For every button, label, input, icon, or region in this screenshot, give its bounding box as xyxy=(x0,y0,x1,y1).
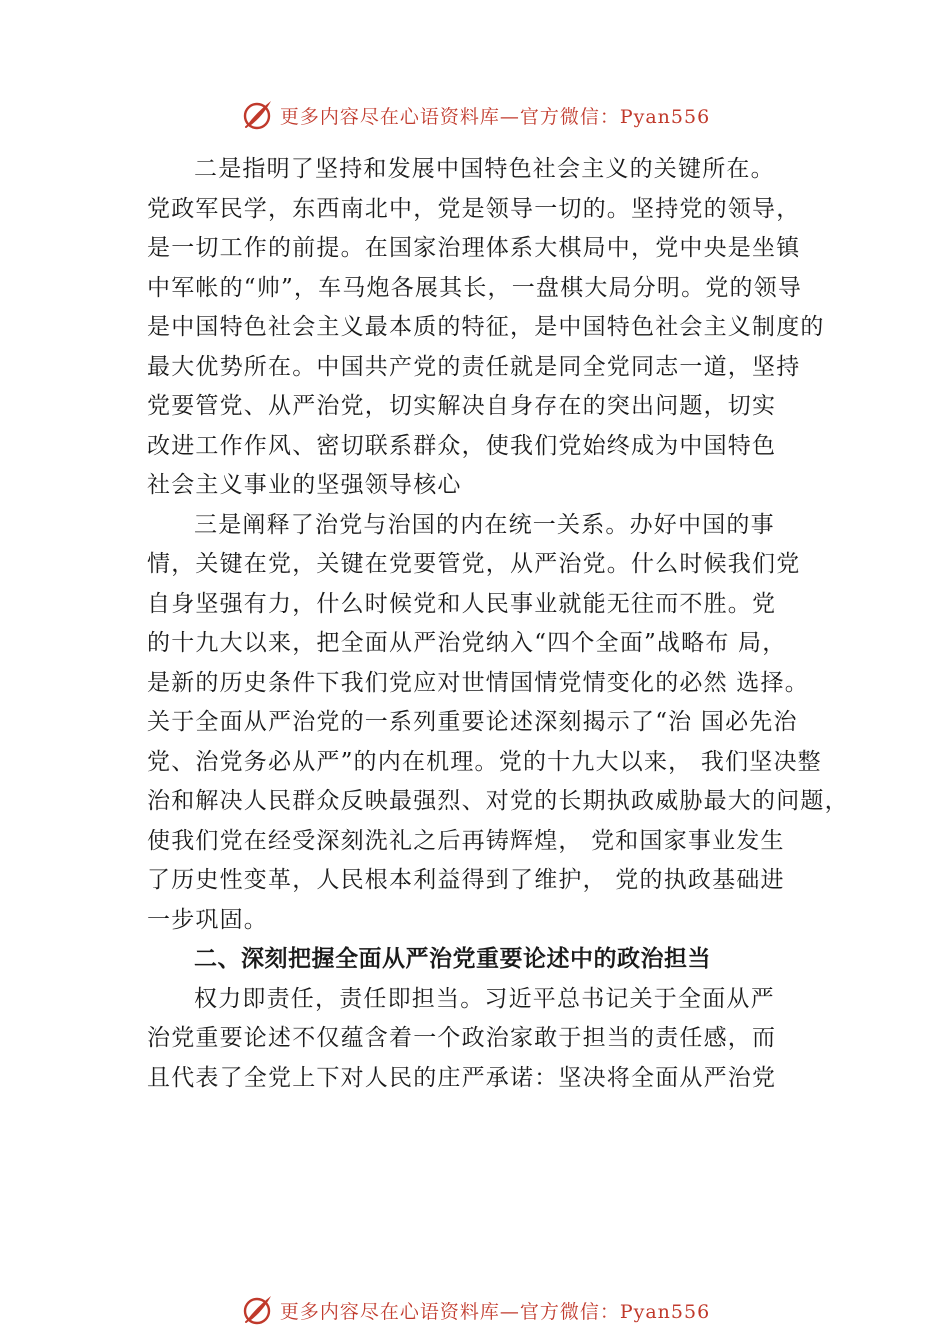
quill-pen-logo-icon xyxy=(240,98,274,132)
paragraph-line: 是中国特色社会主义最本质的特征，是中国特色社会主义制度的 xyxy=(147,314,825,340)
quill-pen-logo-icon xyxy=(240,1293,274,1327)
paragraph-line: 是新的历史条件下我们党应对世情国情党情变化的必然 选择。 xyxy=(147,669,809,696)
paragraph-line: 党要管党、从严治党，切实解决自身存在的突出问题，切实 xyxy=(147,393,777,419)
paragraph-line: 二是指明了坚持和发展中国特色社会主义的关键所在。 xyxy=(194,156,775,182)
paragraph-line: 治党重要论述不仅蕴含着一个政治家敢于担当的责任感，而 xyxy=(147,1025,777,1051)
paragraph-line: 最大优势所在。中国共产党的责任就是同全党同志一道，坚持 xyxy=(147,353,801,380)
paragraph-line: 一步巩固。 xyxy=(147,906,268,933)
document-body xyxy=(147,150,847,1098)
paragraph-line: 三是阐释了治党与治国的内在统一关系。办好中国的事 xyxy=(194,511,775,538)
paragraph-line: 关于全面从严治党的一系列重要论述深刻揭示了“治 国必先治 xyxy=(147,709,798,735)
paragraph-line: 治和解决人民群众反映最强烈、对党的长期执政威胁最大的问题， xyxy=(147,788,849,814)
paragraph-line: 权力即责任，责任即担当。习近平总书记关于全面从严 xyxy=(194,985,775,1012)
paragraph-line: 情，关键在党，关键在党要管党，从严治党。什么时候我们党 xyxy=(147,551,801,577)
paragraph-line: 是一切工作的前提。在国家治理体系大棋局中，党中央是坐镇 xyxy=(147,235,801,261)
section-heading: 二、深刻把握全面从严治党重要论述中的政治担当 xyxy=(194,946,711,972)
header-watermark xyxy=(0,95,950,135)
paragraph-line: 社会主义事业的坚强领导核心 xyxy=(147,472,462,498)
paragraph-line: 党政军民学，东西南北中，党是领导一切的。坚持党的领导， xyxy=(147,195,801,222)
footer-watermark-text: 更多内容尽在心语资料库—官方微信：Pyan556 xyxy=(279,1300,711,1323)
paragraph-line: 自身坚强有力，什么时候党和人民事业就能无往而不胜。党 xyxy=(147,590,777,617)
paragraph-line: 中军帐的“帅”，车马炮各展其长，一盘棋大局分明。党的领导 xyxy=(147,274,803,301)
paragraph-line: 改进工作作风、密切联系群众，使我们党始终成为中国特色 xyxy=(147,432,777,459)
footer-watermark xyxy=(0,1290,950,1330)
paragraph-line: 的十九大以来，把全面从严治党纳入“四个全面”战略布 局， xyxy=(147,630,787,656)
paragraph-line: 党、治党务必从严”的内在机理。党的十九大以来， 我们坚决整 xyxy=(147,748,822,775)
paragraph-line: 使我们党在经受深刻洗礼之后再铸辉煌， 党和国家事业发生 xyxy=(147,827,785,854)
paragraph-line: 了历史性变革，人民根本利益得到了维护， 党的执政基础进 xyxy=(147,867,785,893)
paragraph-line: 且代表了全党上下对人民的庄严承诺：坚决将全面从严治党 xyxy=(147,1064,777,1091)
header-watermark-text: 更多内容尽在心语资料库—官方微信：Pyan556 xyxy=(279,105,711,128)
